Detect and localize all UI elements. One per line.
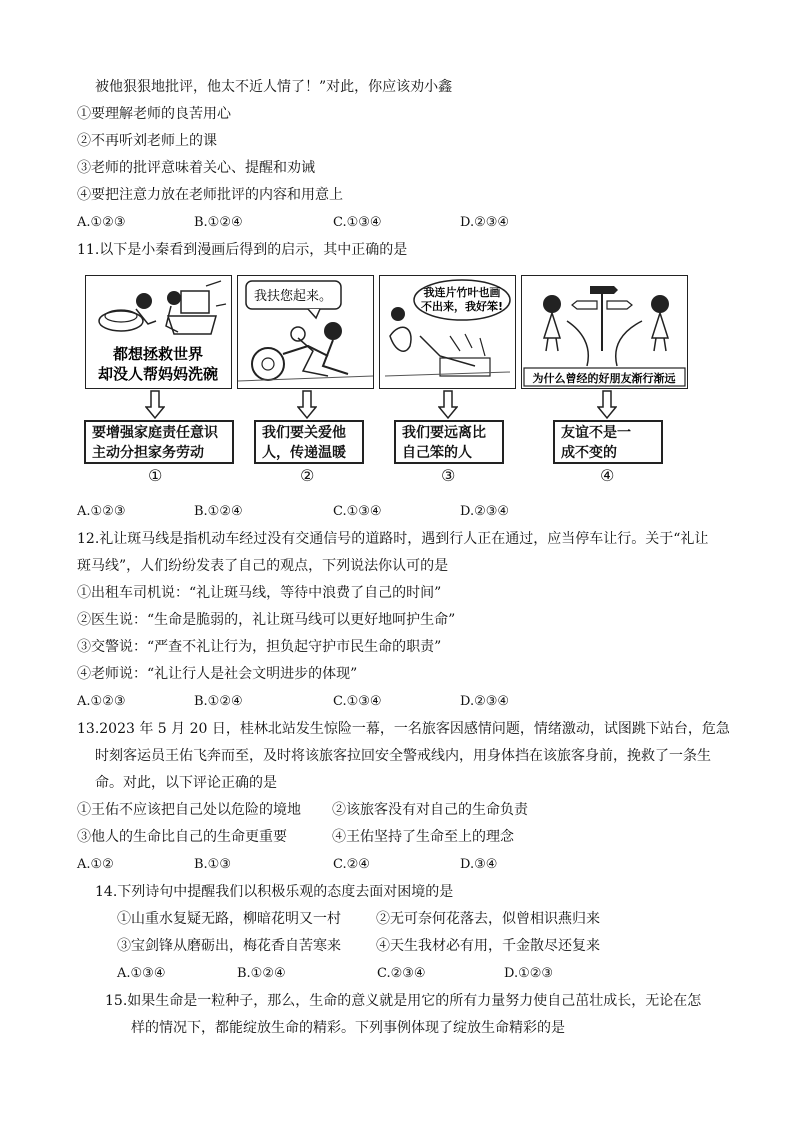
q14-option-a: A.①③④ — [117, 966, 166, 981]
q13-stem-line2: 时刻客运员王佑飞奔而至，及时将该旅客拉回安全警戒线内，用身体挡在该旅客身前，挽救了一条生 — [95, 748, 711, 764]
q11-box-2: 我们要关爱他 人，传递温暖 — [254, 420, 364, 464]
q12-stem-line1: 12.礼让斑马线是指机动车经过没有交通信号的道路时，遇到行人正在通过，应当停车让行。关于“礼让 — [77, 531, 709, 547]
q15-stem-line1: 15.如果生命是一粒种子，那么，生命的意义就是用它的所有力量努力使自己茁壮成长，无论在怎 — [105, 993, 702, 1009]
q12-stem-line2: 斑马线”，人们纷纷发表了自己的观点，下列说法你认可的是 — [77, 558, 449, 574]
cartoon-panel-1 — [85, 275, 232, 389]
cartoon-1-caption-line1: 都想拯救世界 — [112, 345, 204, 363]
down-arrow-icon — [597, 390, 617, 420]
q11-option-d: D.②③④ — [460, 504, 510, 519]
cartoon-4-caption: 为什么曾经的好朋友渐行渐远 — [532, 372, 676, 385]
q14-stem: 14.下列诗句中提醒我们以积极乐观的态度去面对困境的是 — [95, 884, 454, 900]
q11-box-4: 友谊不是一 成不变的 — [553, 420, 663, 464]
q13-option-d: D.③④ — [460, 857, 498, 872]
cartoon-3-bubble-line1: 我连片竹叶也画 — [423, 286, 501, 299]
cartoon-panel-2 — [237, 275, 374, 389]
q14-option-b: B.①②④ — [237, 966, 286, 981]
cartoon-4-drawing — [522, 276, 687, 388]
q11-option-a: A.①②③ — [77, 504, 126, 519]
q12-option-d: D.②③④ — [460, 694, 510, 709]
cartoon-2-drawing — [238, 276, 373, 388]
q12-option-b: B.①②④ — [194, 694, 243, 709]
q11-box-3: 我们要远离比 自己笨的人 — [394, 420, 504, 464]
q14-option-c: C.②③④ — [377, 966, 426, 981]
q13-item-1: ①王佑不应该把自己处以危险的境地 — [77, 802, 301, 818]
q11-option-c: C.①③④ — [333, 504, 382, 519]
q11-box-number-2: ② — [300, 466, 315, 485]
q15-stem-line2: 样的情况下，都能绽放生命的精彩。下列事例体现了绽放生命精彩的是 — [131, 1020, 565, 1036]
q11-option-b: B.①②④ — [194, 504, 243, 519]
q13-stem-line1: 13.2023 年 5 月 20 日，桂林北站发生惊险一幕，一名旅客因感情问题，情绪激动，试图跳下站台，危急 — [77, 721, 730, 737]
q10-item-2: ②不再听刘老师上的课 — [77, 133, 217, 149]
q11-box-number-1: ① — [148, 466, 163, 485]
cartoon-1-caption-line2: 却没人帮妈妈洗碗 — [97, 365, 219, 383]
q13-item-4: ④王佑坚持了生命至上的理念 — [332, 829, 514, 845]
q10-stem-tail: 被他狠狠地批评，他太不近人情了！”对此，你应该劝小鑫 — [95, 79, 453, 95]
down-arrow-icon — [297, 390, 317, 420]
q10-option-c: C.①③④ — [333, 215, 382, 230]
cartoon-3-bubble-line2: 不出来，我好笨! — [420, 300, 504, 313]
q11-box-number-3: ③ — [441, 466, 456, 485]
q12-option-a: A.①②③ — [77, 694, 126, 709]
q13-option-c: C.②④ — [333, 857, 370, 872]
q10-option-a: A.①②③ — [77, 215, 126, 230]
q14-option-d: D.①②③ — [504, 966, 554, 981]
q13-option-a: A.①② — [77, 857, 114, 872]
q13-item-2: ②该旅客没有对自己的生命负责 — [332, 802, 528, 818]
q10-item-4: ④要把注意力放在老师批评的内容和用意上 — [77, 187, 343, 203]
q11-box-number-4: ④ — [600, 466, 615, 485]
q14-item-1: ①山重水复疑无路，柳暗花明又一村 — [117, 911, 341, 927]
q10-option-d: D.②③④ — [460, 215, 510, 230]
q13-stem-line3: 命。对此，以下评论正确的是 — [95, 775, 277, 791]
q11-stem: 11.以下是小秦看到漫画后得到的启示，其中正确的是 — [77, 242, 408, 258]
cartoon-panel-3 — [379, 275, 516, 389]
cartoon-3-drawing — [380, 276, 515, 388]
q11-box-1: 要增强家庭责任意识 主动分担家务劳动 — [84, 420, 234, 464]
q13-item-3: ③他人的生命比自己的生命更重要 — [77, 829, 287, 845]
down-arrow-icon — [145, 390, 165, 420]
q10-item-1: ①要理解老师的良苦用心 — [77, 106, 231, 122]
q14-item-3: ③宝剑锋从磨砺出，梅花香自苦寒来 — [117, 938, 341, 954]
q10-item-3: ③老师的批评意味着关心、提醒和劝诫 — [77, 160, 315, 176]
cartoon-2-bubble: 我扶您起来。 — [253, 289, 333, 304]
cartoon-panel-4 — [521, 275, 688, 389]
q13-option-b: B.①③ — [194, 857, 231, 872]
q12-option-c: C.①③④ — [333, 694, 382, 709]
q12-item-1: ①出租车司机说：“礼让斑马线，等待中浪费了自己的时间” — [77, 585, 442, 601]
q14-item-2: ②无可奈何花落去，似曾相识燕归来 — [376, 911, 600, 927]
q12-item-2: ②医生说：“生命是脆弱的，礼让斑马线可以更好地呵护生命” — [77, 612, 456, 628]
q12-item-3: ③交警说：“严查不礼让行为，担负起守护市民生命的职责” — [77, 639, 442, 655]
q10-option-b: B.①②④ — [194, 215, 243, 230]
down-arrow-icon — [438, 390, 458, 420]
cartoon-1-drawing — [86, 276, 231, 388]
q14-item-4: ④天生我材必有用，千金散尽还复来 — [376, 938, 600, 954]
q12-item-4: ④老师说：“礼让行人是社会文明进步的体现” — [77, 666, 358, 682]
